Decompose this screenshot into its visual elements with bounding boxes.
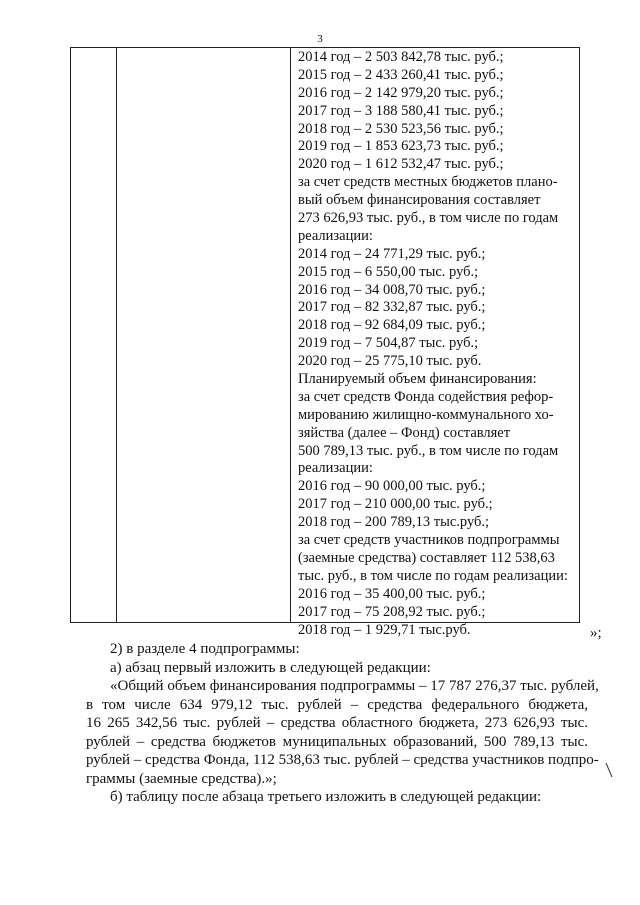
table-cell-line: 2017 год – 75 208,92 тыс. руб.;	[298, 603, 486, 620]
quote-line: 16 265 342,56 тыс. рублей – средства областного бюджета, 273 626,93 тыс.	[86, 715, 588, 731]
table-column-label	[117, 48, 291, 622]
table-cell-line: 2019 год – 1 853 623,73 тыс. руб.;	[298, 138, 504, 155]
table-cell-line: 2014 год – 24 771,29 тыс. руб.;	[298, 245, 486, 262]
table-cell-line: 2020 год – 25 775,10 тыс. руб.	[298, 353, 482, 370]
paragraph-item-2: 2) в разделе 4 подпрограммы:	[110, 641, 300, 657]
table-cell-line: Планируемый объем финансирования:	[298, 371, 537, 388]
table-cell-line: за счет средств местных бюджетов плано-	[298, 174, 558, 191]
table-cell-line: за счет средств Фонда содействия рефор-	[298, 388, 554, 405]
table-column-number	[71, 48, 117, 622]
table-cell-line: вый объем финансирования составляет	[298, 192, 541, 209]
table-cell-line: 2015 год – 2 433 260,41 тыс. руб.;	[298, 66, 504, 83]
table-cell-line: 2015 год – 6 550,00 тыс. руб.;	[298, 263, 479, 280]
quote-line: «Общий объем финансирования подпрограммы – 17 787 276,37 тыс. рублей,	[110, 678, 599, 694]
quote-closing-mark: »;	[590, 625, 602, 641]
table-cell-line: 273 626,93 тыс. руб., в том числе по годам	[298, 210, 559, 227]
table-cell-line: 2018 год – 2 530 523,56 тыс. руб.;	[298, 120, 504, 137]
page-number: 3	[317, 33, 323, 45]
quote-line: рублей – средства Фонда, 112 538,63 тыс. рублей – средства участников подпро-	[86, 752, 599, 768]
body-text	[86, 640, 599, 807]
table-cell-line: 2014 год – 2 503 842,78 тыс. руб.;	[298, 49, 504, 65]
table-cell-line: (заемные средства) составляет 112 538,63	[298, 549, 555, 566]
quote-line: граммы (заемные средства).»;	[86, 770, 277, 787]
paragraph-item-a: а) абзац первый изложить в следующей редакции:	[110, 659, 431, 676]
table-cell-line: за счет средств участников подпрограммы	[298, 532, 560, 549]
table-cell-line: 2018 год – 200 789,13 тыс.руб.;	[298, 514, 490, 531]
table-cell-line: зяйства (далее – Фонд) составляет	[298, 424, 511, 441]
table-cell-line: 500 789,13 тыс. руб., в том числе по годам	[298, 442, 559, 459]
quote-line: рублей – средства бюджетов муниципальных образований, 500 789,13 тыс.	[86, 733, 588, 750]
table-cell-line: 2016 год – 34 008,70 тыс. руб.;	[298, 281, 486, 298]
paragraph-item-b: б) таблицу после абзаца третьего изложить в следующей редакции:	[110, 789, 542, 805]
table-cell-line: 2017 год – 210 000,00 тыс. руб.;	[298, 496, 493, 513]
financing-table	[70, 47, 580, 638]
table-cell-line: 2018 год – 92 684,09 тыс. руб.;	[298, 317, 486, 334]
quoted-paragraph	[86, 677, 599, 788]
quote-line: в том числе 634 979,12 тыс. рублей – средства федерального бюджета,	[86, 696, 588, 713]
handwritten-tick-mark	[604, 762, 614, 778]
table-cell-line: 2017 год – 3 188 580,41 тыс. руб.;	[298, 102, 504, 119]
table-cell-line: 2017 год – 82 332,87 тыс. руб.;	[298, 299, 486, 316]
table-cell-line: 2016 год – 90 000,00 тыс. руб.;	[298, 478, 486, 495]
table-cell-line: реализации:	[298, 227, 373, 244]
table-cell-line: мированию жилищно-коммунального хо-	[298, 406, 554, 423]
table-cell-line: 2016 год – 35 400,00 тыс. руб.;	[298, 585, 486, 602]
table-cell-line: 2020 год – 1 612 532,47 тыс. руб.;	[298, 156, 504, 173]
table-cell-financing-details	[291, 49, 579, 639]
table-cell-line: реализации:	[298, 460, 373, 477]
table-cell-line: 2019 год – 7 504,87 тыс. руб.;	[298, 335, 479, 352]
table-cell-line: 2016 год – 2 142 979,20 тыс. руб.;	[298, 84, 504, 101]
table-cell-line: 2018 год – 1 929,71 тыс.руб.	[298, 621, 471, 638]
table-cell-line: тыс. руб., в том числе по годам реализации:	[298, 567, 568, 584]
